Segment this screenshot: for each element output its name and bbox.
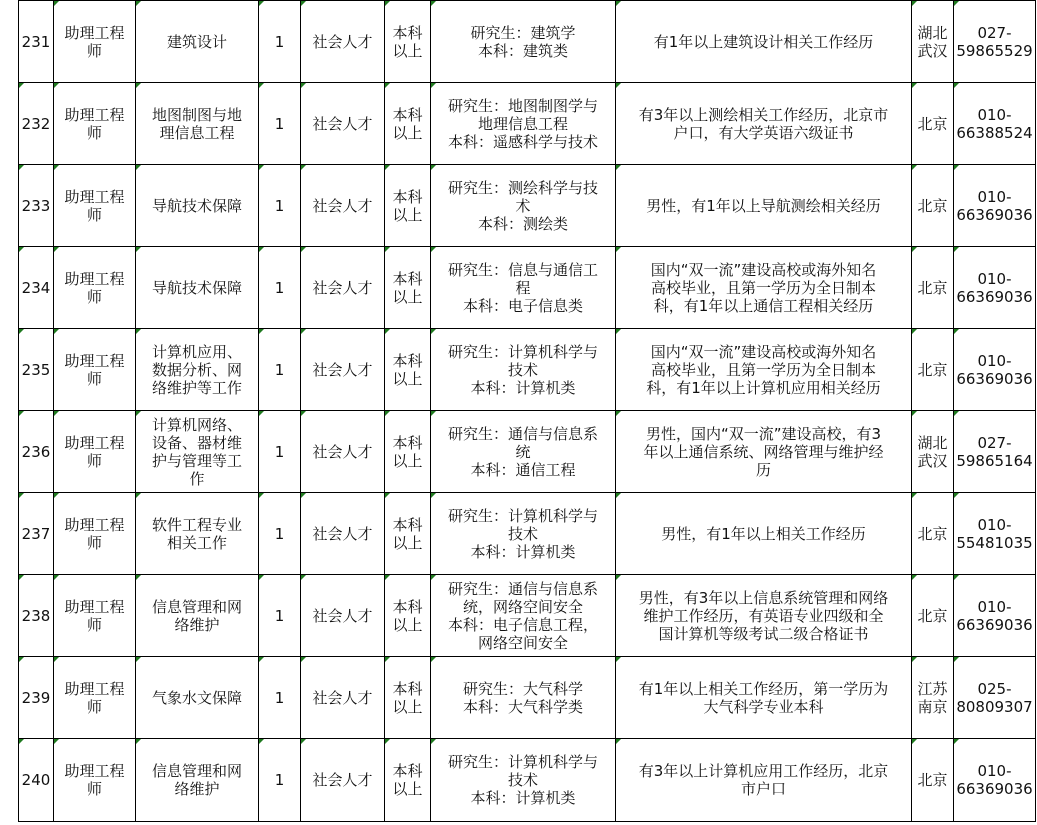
requirements: 男性，有1年以上相关工作经历 [616,493,912,575]
requirements: 有3年以上测绘相关工作经历，北京市 户口，有大学英语六级证书 [616,83,912,165]
major: 研究生：测绘科学与技 术 本科：测绘类 [431,165,616,247]
education: 本科 以上 [385,83,431,165]
table-row [19,739,1036,822]
post-name: 软件工程专业 相关工作 [136,493,259,575]
phone: 010- 55481035 [954,493,1036,575]
row-number: 239 [19,657,54,739]
post-name: 导航技术保障 [136,165,259,247]
position-title: 助理工程 师 [54,493,136,575]
post-name: 计算机网络、 设备、器材维 护与管理等工 作 [136,411,259,493]
row-number: 231 [19,1,54,83]
recruitment-table [18,0,1036,822]
table-row [19,1,1036,83]
phone: 027- 59865164 [954,411,1036,493]
education: 本科 以上 [385,575,431,657]
table-body [19,1,1036,822]
requirements: 国内“双一流”建设高校或海外知名 高校毕业，且第一学历为全日制本 科，有1年以上通信工程相关经历 [616,247,912,329]
location: 北京 [912,165,954,247]
position-title: 助理工程 师 [54,329,136,411]
requirements: 男性，有3年以上信息系统管理和网络 维护工作经历，有英语专业四级和全 国计算机等级考试二级合格证书 [616,575,912,657]
headcount: 1 [259,165,301,247]
requirements: 男性，国内“双一流”建设高校，有3 年以上通信系统、网络管理与维护经 历 [616,411,912,493]
phone: 010- 66369036 [954,165,1036,247]
location: 北京 [912,493,954,575]
table-row [19,657,1036,739]
education: 本科 以上 [385,329,431,411]
headcount: 1 [259,493,301,575]
talent-source: 社会人才 [301,165,385,247]
location: 北京 [912,247,954,329]
row-number: 240 [19,739,54,822]
row-number: 236 [19,411,54,493]
education: 本科 以上 [385,493,431,575]
post-name: 地图制图与地 理信息工程 [136,83,259,165]
talent-source: 社会人才 [301,83,385,165]
talent-source: 社会人才 [301,493,385,575]
position-title: 助理工程 师 [54,657,136,739]
education: 本科 以上 [385,657,431,739]
phone: 010- 66369036 [954,575,1036,657]
headcount: 1 [259,247,301,329]
table-row [19,247,1036,329]
major: 研究生：建筑学 本科：建筑类 [431,1,616,83]
requirements: 国内“双一流”建设高校或海外知名 高校毕业，且第一学历为全日制本 科，有1年以上计算机应用相关经历 [616,329,912,411]
talent-source: 社会人才 [301,329,385,411]
table-row [19,575,1036,657]
position-title: 助理工程 师 [54,1,136,83]
major: 研究生：计算机科学与 技术 本科：计算机类 [431,329,616,411]
post-name: 建筑设计 [136,1,259,83]
major: 研究生：地图制图学与 地理信息工程 本科：遥感科学与技术 [431,83,616,165]
post-name: 信息管理和网 络维护 [136,739,259,822]
education: 本科 以上 [385,165,431,247]
headcount: 1 [259,1,301,83]
location: 北京 [912,329,954,411]
table-row [19,83,1036,165]
major: 研究生：通信与信息系 统 本科：通信工程 [431,411,616,493]
post-name: 信息管理和网 络维护 [136,575,259,657]
location: 北京 [912,739,954,822]
post-name: 气象水文保障 [136,657,259,739]
talent-source: 社会人才 [301,247,385,329]
location: 湖北 武汉 [912,411,954,493]
position-title: 助理工程 师 [54,575,136,657]
position-title: 助理工程 师 [54,247,136,329]
requirements: 有3年以上计算机应用工作经历，北京 市户口 [616,739,912,822]
major: 研究生：信息与通信工 程 本科：电子信息类 [431,247,616,329]
post-name: 导航技术保障 [136,247,259,329]
phone: 010- 66369036 [954,329,1036,411]
table-row [19,493,1036,575]
headcount: 1 [259,329,301,411]
location: 江苏 南京 [912,657,954,739]
education: 本科 以上 [385,739,431,822]
row-number: 238 [19,575,54,657]
headcount: 1 [259,83,301,165]
major: 研究生：计算机科学与 技术 本科：计算机类 [431,739,616,822]
phone: 010- 66369036 [954,247,1036,329]
major: 研究生：大气科学 本科：大气科学类 [431,657,616,739]
headcount: 1 [259,739,301,822]
headcount: 1 [259,575,301,657]
headcount: 1 [259,411,301,493]
major: 研究生：通信与信息系 统，网络空间安全 本科：电子信息工程， 网络空间安全 [431,575,616,657]
requirements: 有1年以上建筑设计相关工作经历 [616,1,912,83]
requirements: 男性，有1年以上导航测绘相关经历 [616,165,912,247]
phone: 010- 66369036 [954,739,1036,822]
talent-source: 社会人才 [301,739,385,822]
position-title: 助理工程 师 [54,165,136,247]
major: 研究生：计算机科学与 技术 本科：计算机类 [431,493,616,575]
talent-source: 社会人才 [301,575,385,657]
row-number: 234 [19,247,54,329]
education: 本科 以上 [385,411,431,493]
row-number: 235 [19,329,54,411]
phone: 010- 66388524 [954,83,1036,165]
position-title: 助理工程 师 [54,739,136,822]
post-name: 计算机应用、 数据分析、网 络维护等工作 [136,329,259,411]
headcount: 1 [259,657,301,739]
location: 北京 [912,575,954,657]
table-row [19,165,1036,247]
row-number: 233 [19,165,54,247]
phone: 027- 59865529 [954,1,1036,83]
requirements: 有1年以上相关工作经历，第一学历为 大气科学专业本科 [616,657,912,739]
position-title: 助理工程 师 [54,411,136,493]
talent-source: 社会人才 [301,411,385,493]
location: 湖北 武汉 [912,1,954,83]
talent-source: 社会人才 [301,1,385,83]
talent-source: 社会人才 [301,657,385,739]
phone: 025- 80809307 [954,657,1036,739]
position-title: 助理工程 师 [54,83,136,165]
location: 北京 [912,83,954,165]
education: 本科 以上 [385,247,431,329]
education: 本科 以上 [385,1,431,83]
row-number: 232 [19,83,54,165]
row-number: 237 [19,493,54,575]
table-row [19,329,1036,411]
table-row [19,411,1036,493]
